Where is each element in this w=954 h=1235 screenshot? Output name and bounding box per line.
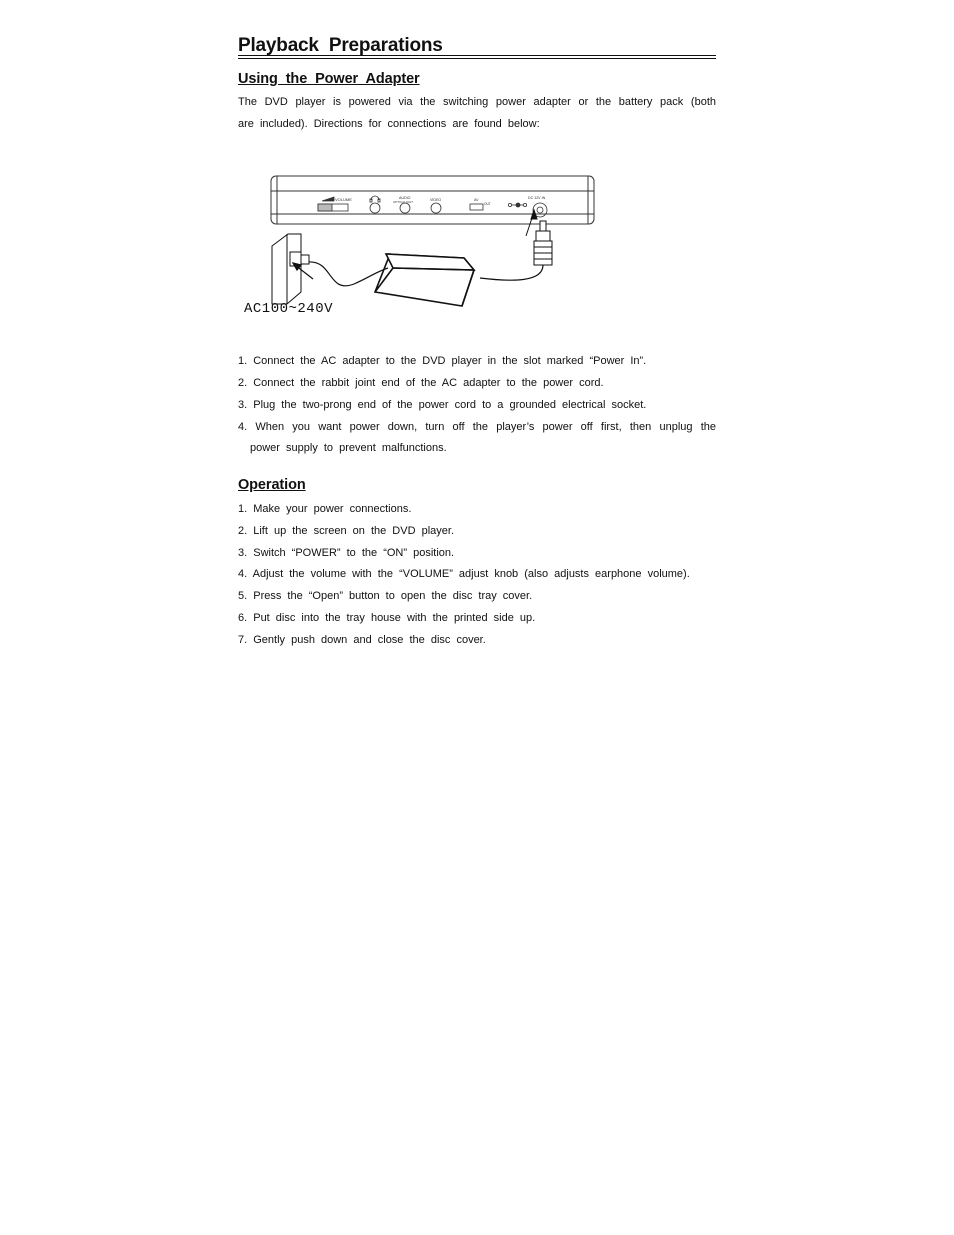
av-switch xyxy=(470,204,483,210)
dc-plug xyxy=(534,221,552,265)
port-label-dc-in: DC 12V IN xyxy=(528,196,546,200)
list-item: 4. When you want power down, turn off the player’s power off first, then unplug the xyxy=(238,421,716,433)
intro-line: are included). Directions for connections are found below: xyxy=(238,118,540,130)
list-item: 6. Put disc into the tray house with the printed side up. xyxy=(238,612,536,624)
page-title: Playback Preparations xyxy=(238,35,443,56)
wall-socket xyxy=(272,234,309,304)
section-heading-operation: Operation xyxy=(238,477,306,493)
section-heading-power-adapter: Using the Power Adapter xyxy=(238,71,420,87)
title-rule xyxy=(238,55,716,56)
polarity-icon xyxy=(508,203,526,207)
list-item: 5. Press the “Open” button to open the disc tray cover. xyxy=(238,590,533,602)
list-item-continuation: power supply to prevent malfunctions. xyxy=(250,442,447,454)
voltage-label: AC100~240V xyxy=(244,301,334,317)
dc-cord xyxy=(480,265,543,280)
port-label-video: VIDEO xyxy=(430,198,442,202)
audio-jack xyxy=(400,203,410,213)
list-item: 3. Plug the two-prong end of the power cord to a grounded electrical socket. xyxy=(238,399,647,411)
ac-cord xyxy=(308,262,388,286)
headphone-icon xyxy=(370,196,380,213)
list-item: 1. Make your power connections. xyxy=(238,503,412,515)
video-jack xyxy=(431,203,441,213)
port-label-av-out: OUT xyxy=(484,202,491,206)
port-label-audio: AUDIO xyxy=(399,196,411,200)
list-item: 1. Connect the AC adapter to the DVD player in the slot marked “Power In”. xyxy=(238,355,647,367)
power-adapter-brick xyxy=(375,254,474,306)
power-connection-diagram xyxy=(238,164,618,324)
port-label-av: AV xyxy=(474,198,479,202)
list-item: 7. Gently push down and close the disc cover. xyxy=(238,634,486,646)
port-label-volume: VOLUME xyxy=(335,197,352,202)
list-item: 2. Lift up the screen on the DVD player. xyxy=(238,525,455,537)
title-rule xyxy=(238,58,716,59)
intro-line: The DVD player is powered via the switching power adapter or the battery pack (both xyxy=(238,96,716,108)
list-item: 4. Adjust the volume with the “VOLUME” adjust knob (also adjusts earphone volume). xyxy=(238,568,690,580)
title-block xyxy=(238,34,716,58)
list-item: 2. Connect the rabbit joint end of the AC adapter to the power cord. xyxy=(238,377,604,389)
list-item: 3. Switch “POWER” to the “ON” position. xyxy=(238,547,455,559)
port-label-coaxial: OPTICAL/OUT xyxy=(393,200,414,204)
